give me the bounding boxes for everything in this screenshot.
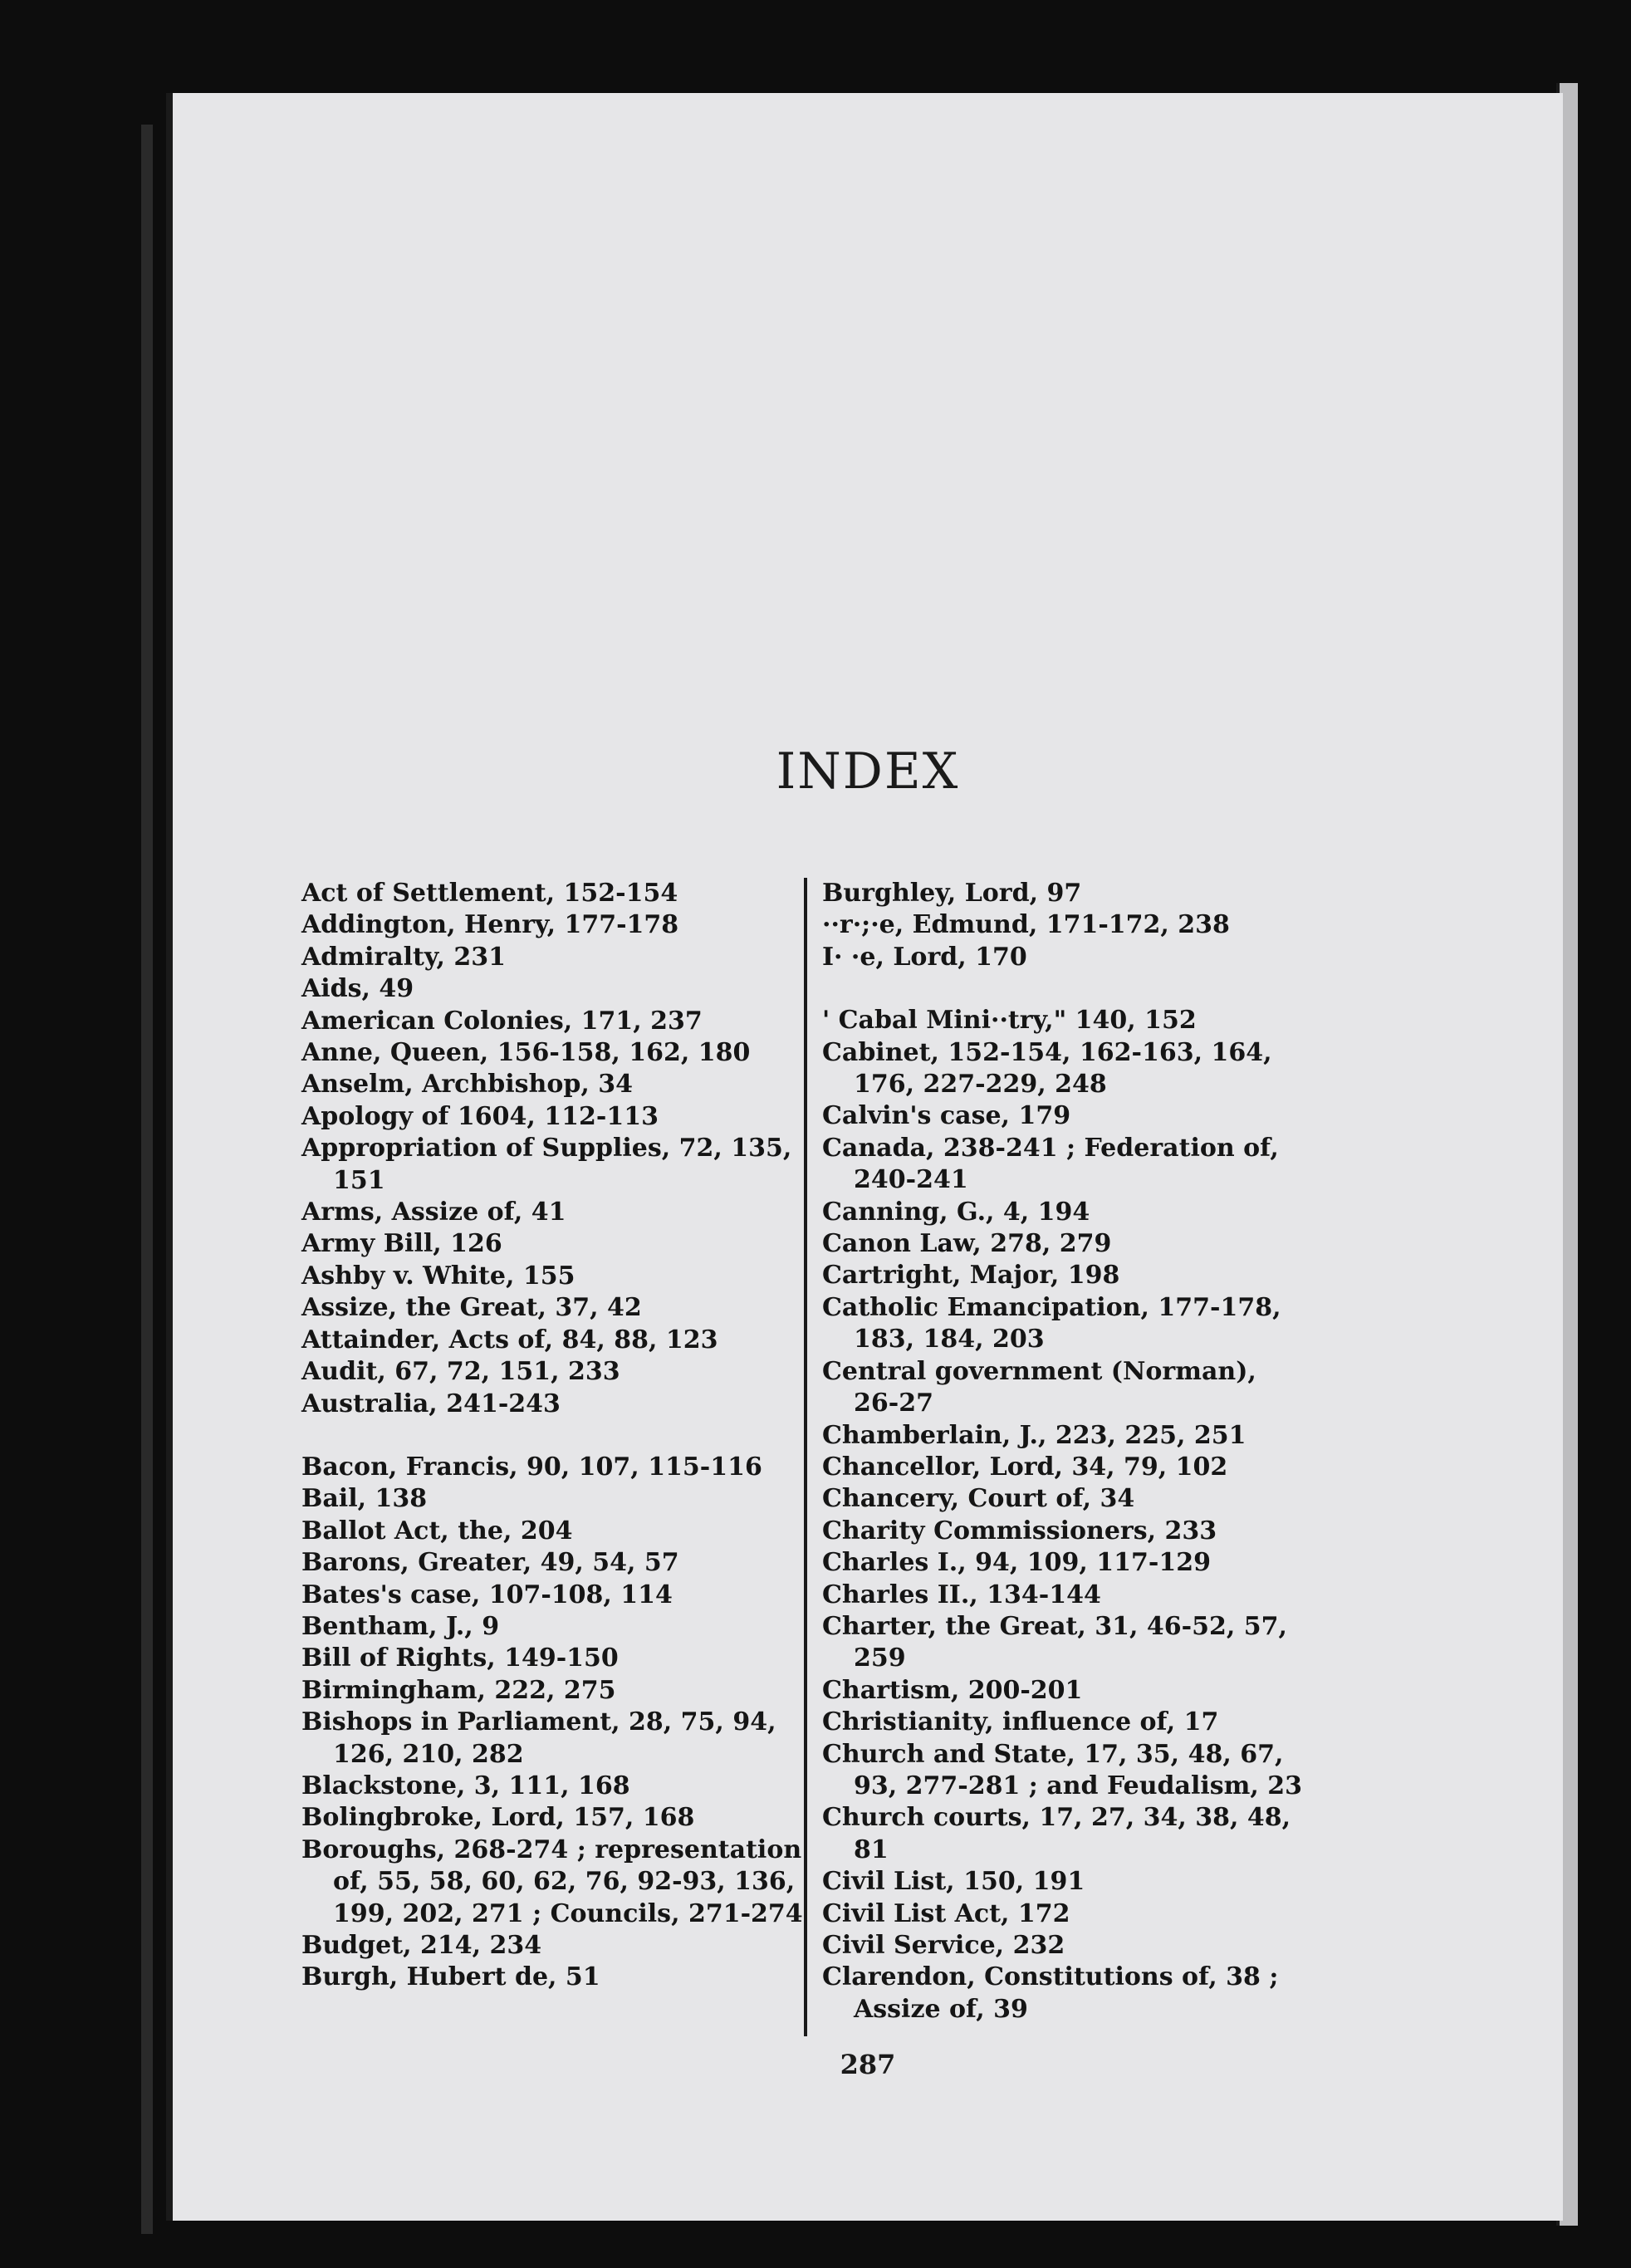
index-entry: Audit, 67, 72, 151, 233 [301,1357,620,1387]
index-entry: Charter, the Great, 31, 46-52, 57, 259 [822,1611,1287,1673]
index-entry: Canon Law, 278, 279 [822,1229,1112,1259]
index-entry: Admiralty, 231 [301,942,506,972]
index-letter-gap [301,1420,808,1452]
index-entry: Charity Commissioners, 233 [822,1516,1217,1545]
index-entry: Budget, 214, 234 [301,1931,542,1960]
index-entry: Apology of 1604, 112-113 [301,1101,659,1131]
index-entry: Church courts, 17, 27, 34, 38, 48, 81 [822,1803,1291,1864]
column-divider [804,878,807,2036]
index-entry: Addington, Henry, 177-178 [301,910,679,940]
index-entry: Bacon, Francis, 90, 107, 115-116 [301,1452,762,1482]
index-entry: Bill of Rights, 149-150 [301,1643,619,1673]
index-entry: ' Cabal Mini··try," 140, 152 [822,1006,1197,1036]
index-entry: Anselm, Archbishop, 34 [301,1070,633,1100]
index-entry: Anne, Queen, 156-158, 162, 180 [301,1038,751,1068]
index-entry: American Colonies, 171, 237 [301,1006,703,1036]
index-entry: Central government (Norman), 26-27 [822,1356,1256,1418]
index-entry: Bentham, J., 9 [301,1611,500,1641]
index-entry: Cabinet, 152-154, 162-163, 164, 176, 227-229, 248 [822,1037,1272,1100]
index-entry: Bail, 138 [301,1484,428,1514]
index-entry: Burgh, Hubert de, 51 [301,1962,600,1992]
index-entry: Charles I., 94, 109, 117-129 [822,1548,1211,1578]
index-entry: Civil List, 150, 191 [822,1867,1085,1897]
index-entry: Christianity, influence of, 17 [822,1707,1219,1737]
page-number: 287 [840,2049,896,2080]
index-column-left [301,878,808,1994]
index-entry: Arms, Assize of, 41 [301,1198,566,1227]
index-entry: Blackstone, 3, 111, 168 [301,1771,630,1800]
index-entry: Birmingham, 222, 275 [301,1675,616,1705]
index-entry: Charles II., 134-144 [822,1580,1101,1609]
index-entry: Cartright, Major, 198 [822,1261,1120,1291]
index-entry: Clarendon, Constitutions of, 38 ; Assize of, 39 [822,1962,1279,2024]
index-entry: Appropriation of Supplies, 72, 135, 151 [301,1134,792,1195]
index-entry: Chancellor, Lord, 34, 79, 102 [822,1452,1228,1482]
index-entry: Bates's case, 107-108, 114 [301,1580,673,1609]
book-spine-shadow [141,125,153,2234]
index-entry: Bishops in Parliament, 28, 75, 94, 126, 210, 282 [301,1707,776,1769]
index-entry: Chartism, 200-201 [822,1675,1083,1705]
index-entry: Chancery, Court of, 34 [822,1484,1135,1514]
index-entry: I· ·e, Lord, 170 [822,942,1027,972]
index-entry: Catholic Emancipation, 177-178, 183, 184, 203 [822,1292,1281,1354]
index-entry: Australia, 241-243 [301,1389,561,1418]
index-entry: Burghley, Lord, 97 [822,879,1082,908]
index-entry: Army Bill, 126 [301,1229,502,1259]
index-page [166,93,1563,2221]
index-letter-gap [822,973,1308,1005]
index-entry: Church and State, 17, 35, 48, 67, 93, 277-281 ; and Feudalism, 23 [822,1739,1302,1800]
index-entry: Assize, the Great, 37, 42 [301,1293,642,1323]
index-entry: Chamberlain, J., 223, 225, 251 [822,1420,1247,1450]
index-entry: Aids, 49 [301,974,414,1004]
index-entry: Bolingbroke, Lord, 157, 168 [301,1803,695,1833]
index-entry: Civil Service, 232 [822,1931,1065,1960]
index-entry: ··r·;·e, Edmund, 171-172, 238 [822,910,1230,940]
index-entry: Ballot Act, the, 204 [301,1516,573,1545]
index-column-right [822,878,1308,2026]
index-entry: Canning, G., 4, 194 [822,1197,1090,1227]
index-entry: Civil List Act, 172 [822,1898,1070,1928]
index-entry: Canada, 238-241 ; Federation of, 240-241 [822,1133,1279,1195]
index-entry: Act of Settlement, 152-154 [301,879,678,908]
index-entry: Calvin's case, 179 [822,1101,1071,1131]
index-entry: Barons, Greater, 49, 54, 57 [301,1548,679,1578]
index-entry: Attainder, Acts of, 84, 88, 123 [301,1325,718,1354]
index-entry: Boroughs, 268-274 ; representation of, 55, 58, 60, 62, 76, 92-93, 136, 199, 202, 271 ; Councils, 271-274 [301,1834,803,1928]
page-title: INDEX [776,742,960,801]
index-entry: Ashby v. White, 155 [301,1261,576,1291]
